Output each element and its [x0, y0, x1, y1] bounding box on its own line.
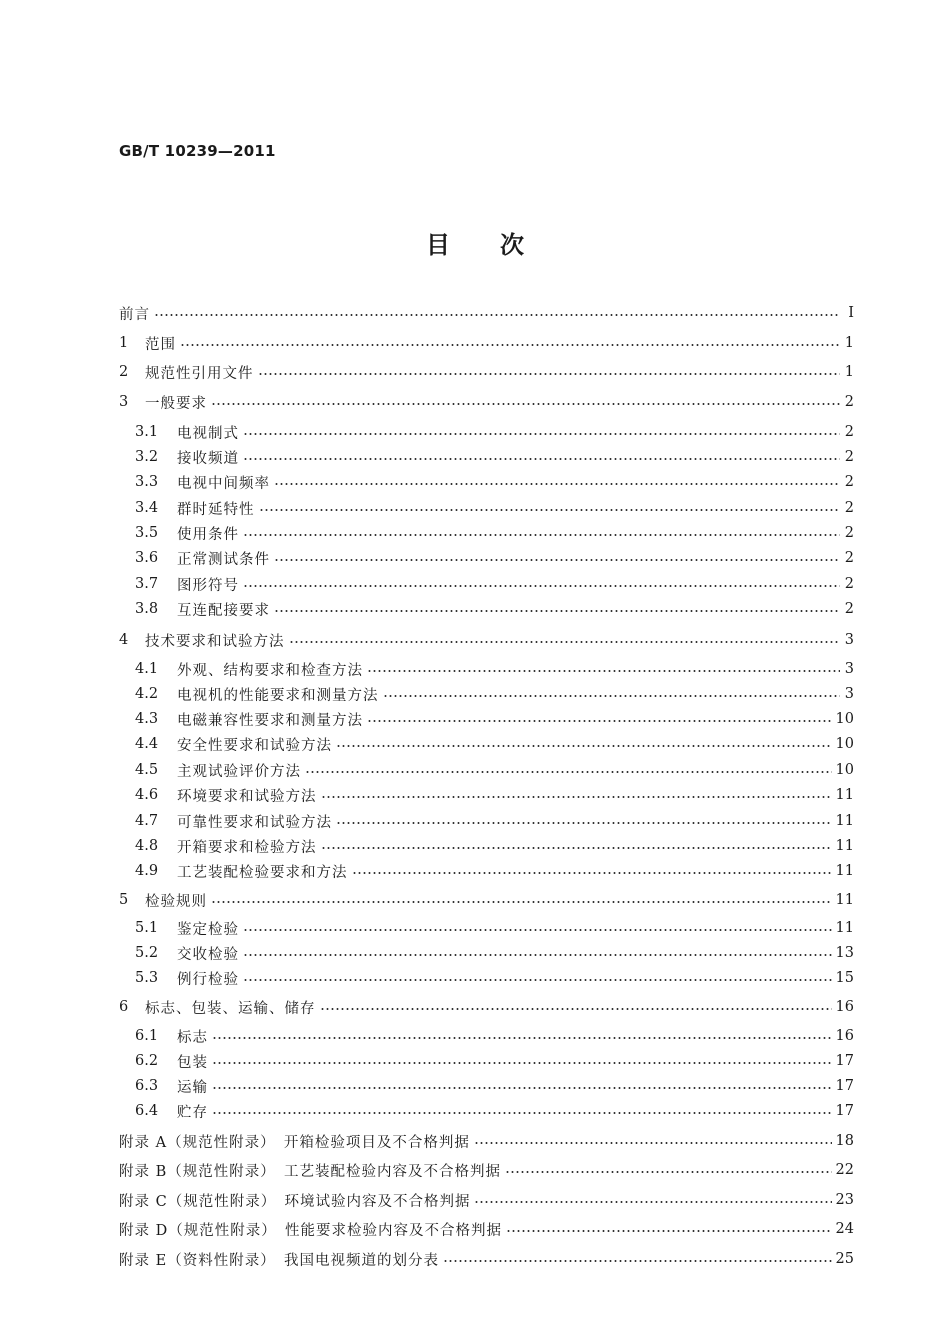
dot-leader: [320, 1008, 832, 1010]
toc-entry-number: 3.1: [135, 424, 159, 440]
toc-entry-page: 10: [835, 711, 854, 727]
dot-leader: [336, 745, 832, 747]
toc-entry[interactable]: [119, 332, 854, 354]
title-char-2: 次: [500, 231, 524, 259]
toc-entry[interactable]: [135, 708, 854, 730]
toc-entry[interactable]: [135, 733, 854, 755]
toc-entry[interactable]: [119, 629, 854, 651]
toc-entry-page: 2: [844, 449, 854, 465]
toc-entry[interactable]: [135, 835, 854, 857]
dot-leader: [274, 559, 840, 561]
toc-entry[interactable]: [119, 1218, 854, 1240]
toc-entry-page: 11: [835, 892, 854, 908]
toc-entry-page: 2: [844, 424, 854, 440]
toc-entry[interactable]: [135, 446, 854, 468]
toc-entry-label: 例行检验: [177, 971, 239, 988]
toc-entry-number: 3.8: [135, 601, 159, 617]
toc-entry-page: 15: [835, 970, 854, 986]
toc-entry[interactable]: [135, 784, 854, 806]
toc-entry-label: 正常测试条件: [177, 551, 270, 568]
toc-entry-number: 4.5: [135, 762, 159, 778]
toc-entry-number: 6.3: [135, 1078, 159, 1094]
dot-leader: [505, 1171, 832, 1173]
dot-leader: [211, 403, 840, 405]
toc-entry-label: 检验规则: [145, 893, 207, 910]
toc-entry-number: 3.6: [135, 550, 159, 566]
toc-entry-label: 附录 C（规范性附录） 环境试验内容及不合格判据: [119, 1193, 471, 1210]
toc-entry-number: 3.2: [135, 449, 159, 465]
toc-entry[interactable]: [135, 471, 854, 493]
toc-entry-label: 电视制式: [177, 425, 239, 442]
toc-entry-page: 10: [835, 736, 854, 752]
dot-leader: [243, 979, 832, 981]
dot-leader: [274, 483, 840, 485]
dot-leader: [243, 929, 832, 931]
dot-leader: [212, 1087, 832, 1089]
toc-entry-number: 4: [119, 632, 129, 648]
dot-leader: [243, 458, 840, 460]
toc-entry-label: 使用条件: [177, 526, 239, 543]
toc-entry[interactable]: [135, 1050, 854, 1072]
toc-entry-number: 3.5: [135, 525, 159, 541]
toc-entry-page: 10: [835, 762, 854, 778]
toc-entry-label: 标志: [177, 1029, 208, 1046]
toc-entry-label: 前言: [119, 306, 150, 323]
dot-leader: [211, 901, 832, 903]
toc-entry-label: 电视中间频率: [177, 475, 270, 492]
toc-entry-page: 11: [835, 863, 854, 879]
toc-entry-page: 2: [844, 474, 854, 490]
toc-entry-label: 图形符号: [177, 577, 239, 594]
toc-entry[interactable]: [135, 658, 854, 680]
toc-entry[interactable]: [135, 1100, 854, 1122]
toc-entry[interactable]: [135, 522, 854, 544]
dot-leader: [243, 433, 840, 435]
toc-entry-number: 4.8: [135, 838, 159, 854]
dot-leader: [212, 1062, 832, 1064]
toc-entry[interactable]: [135, 1025, 854, 1047]
toc-entry-label: 运输: [177, 1079, 208, 1096]
toc-entry-page: 11: [835, 813, 854, 829]
toc-entry-number: 3.7: [135, 576, 159, 592]
toc-entry-page: 16: [835, 1028, 854, 1044]
dot-leader: [180, 344, 840, 346]
dot-leader: [383, 695, 841, 697]
toc-entry[interactable]: [135, 917, 854, 939]
toc-entry-label: 安全性要求和试验方法: [177, 737, 332, 754]
toc-entry-page: 18: [835, 1133, 854, 1149]
toc-entry[interactable]: [135, 547, 854, 569]
toc-entry-page: 3: [844, 686, 854, 702]
toc-entry-page: 2: [844, 576, 854, 592]
toc-entry-label: 电视机的性能要求和测量方法: [177, 687, 379, 704]
toc-entry-label: 附录 D（规范性附录） 性能要求检验内容及不合格判据: [119, 1222, 502, 1239]
toc-entry[interactable]: [135, 942, 854, 964]
standard-code: GB/T 10239—2011: [119, 142, 276, 160]
toc-entry[interactable]: [119, 1130, 854, 1152]
toc-entry-label: 开箱要求和检验方法: [177, 839, 317, 856]
dot-leader: [506, 1230, 832, 1232]
toc-entry[interactable]: [119, 1159, 854, 1181]
dot-leader: [243, 534, 840, 536]
dot-leader: [321, 796, 832, 798]
toc-entry-page: 1: [844, 364, 854, 380]
toc-entry-number: 3.3: [135, 474, 159, 490]
dot-leader: [154, 314, 840, 316]
toc-entry[interactable]: [119, 1189, 854, 1211]
toc-entry-label: 主观试验评价方法: [177, 763, 301, 780]
toc-entry-label: 附录 A（规范性附录） 开箱检验项目及不合格判据: [119, 1134, 470, 1151]
dot-leader: [443, 1260, 832, 1262]
toc-entry-number: 4.1: [135, 661, 159, 677]
title-char-1: 目: [426, 231, 450, 259]
toc-entry-number: 4.3: [135, 711, 159, 727]
toc-entry-label: 群时延特性: [177, 501, 255, 518]
toc-entry-label: 鉴定检验: [177, 921, 239, 938]
toc-entry-page: 25: [835, 1251, 854, 1267]
toc-entry[interactable]: [135, 967, 854, 989]
dot-leader: [258, 373, 841, 375]
toc-entry[interactable]: [135, 759, 854, 781]
toc-entry[interactable]: [135, 683, 854, 705]
dot-leader: [474, 1142, 832, 1144]
toc-entry[interactable]: [119, 1248, 854, 1270]
toc-entry-page: 2: [844, 601, 854, 617]
toc-entry-page: 11: [835, 787, 854, 803]
toc-entry-page: 2: [844, 525, 854, 541]
toc-entry[interactable]: [119, 889, 854, 911]
toc-entry-number: 4.9: [135, 863, 159, 879]
toc-entry-number: 5: [119, 892, 129, 908]
toc-entry-page: 16: [835, 999, 854, 1015]
toc-entry[interactable]: [135, 1075, 854, 1097]
toc-entry[interactable]: [135, 421, 854, 443]
toc-entry-label: 互连配接要求: [177, 602, 270, 619]
toc-entry-page: 13: [835, 945, 854, 961]
toc-entry-page: 17: [835, 1053, 854, 1069]
toc-entry-label: 贮存: [177, 1104, 208, 1121]
toc-entry-label: 标志、包装、运输、储存: [145, 1000, 316, 1017]
toc-entry-number: 4.6: [135, 787, 159, 803]
dot-leader: [305, 771, 832, 773]
toc-entry-label: 附录 E（资料性附录） 我国电视频道的划分表: [119, 1252, 439, 1269]
toc-entry[interactable]: [135, 573, 854, 595]
toc-entry-number: 6.1: [135, 1028, 159, 1044]
toc-entry-page: 3: [844, 661, 854, 677]
toc-entry-number: 6.2: [135, 1053, 159, 1069]
dot-leader: [243, 954, 832, 956]
toc-entry-number: 5.2: [135, 945, 159, 961]
toc-entry[interactable]: [135, 860, 854, 882]
toc-entry-number: 3: [119, 394, 129, 410]
toc-entry-number: 4.4: [135, 736, 159, 752]
dot-leader: [367, 720, 832, 722]
toc-entry-page: 17: [835, 1103, 854, 1119]
dot-leader: [212, 1112, 832, 1114]
toc-entry-page: 24: [835, 1221, 854, 1237]
dot-leader: [212, 1037, 832, 1039]
toc-entry-label: 规范性引用文件: [145, 365, 254, 382]
toc-entry-label: 包装: [177, 1054, 208, 1071]
toc-entry-page: Ⅰ: [848, 305, 854, 321]
toc-entry-label: 电磁兼容性要求和测量方法: [177, 712, 363, 729]
dot-leader: [274, 610, 840, 612]
toc-entry-number: 1: [119, 335, 129, 351]
toc-entry-number: 6: [119, 999, 129, 1015]
toc-entry-page: 23: [835, 1192, 854, 1208]
toc-entry-number: 5.3: [135, 970, 159, 986]
dot-leader: [321, 847, 832, 849]
toc-entry[interactable]: [135, 598, 854, 620]
toc-entry-label: 附录 B（规范性附录） 工艺装配检验内容及不合格判据: [119, 1163, 502, 1180]
toc-entry-label: 一般要求: [145, 395, 207, 412]
toc-entry-label: 交收检验: [177, 946, 239, 963]
toc-entry-page: 22: [835, 1162, 854, 1178]
toc-entry-page: 2: [844, 550, 854, 566]
toc-entry-label: 技术要求和试验方法: [145, 633, 285, 650]
toc-entry-number: 5.1: [135, 920, 159, 936]
toc-entry-number: 6.4: [135, 1103, 159, 1119]
dot-leader: [243, 585, 840, 587]
toc-entry[interactable]: [119, 302, 854, 324]
dot-leader: [474, 1201, 831, 1203]
toc-entry[interactable]: [119, 361, 854, 383]
page-title: [0, 225, 950, 260]
toc-entry-number: 4.2: [135, 686, 159, 702]
toc-entry-page: 2: [844, 500, 854, 516]
dot-leader: [367, 670, 840, 672]
dot-leader: [289, 641, 841, 643]
toc-entry-label: 环境要求和试验方法: [177, 788, 317, 805]
dot-leader: [336, 822, 832, 824]
toc-entry[interactable]: [135, 810, 854, 832]
toc-entry-label: 可靠性要求和试验方法: [177, 814, 332, 831]
toc-entry[interactable]: [119, 996, 854, 1018]
toc-entry-label: 接收频道: [177, 450, 239, 467]
toc-entry-number: 4.7: [135, 813, 159, 829]
dot-leader: [259, 509, 841, 511]
toc-entry[interactable]: [135, 497, 854, 519]
toc-entry-label: 外观、结构要求和检查方法: [177, 662, 363, 679]
toc-entry-label: 范围: [145, 336, 176, 353]
toc-entry-page: 11: [835, 920, 854, 936]
toc-entry-page: 17: [835, 1078, 854, 1094]
toc-entry-page: 3: [844, 632, 854, 648]
toc-entry-number: 2: [119, 364, 129, 380]
toc-entry[interactable]: [119, 391, 854, 413]
dot-leader: [352, 872, 832, 874]
toc-entry-page: 1: [844, 335, 854, 351]
toc-entry-number: 3.4: [135, 500, 159, 516]
toc-entry-page: 11: [835, 838, 854, 854]
toc-entry-page: 2: [844, 394, 854, 410]
toc-entry-label: 工艺装配检验要求和方法: [177, 864, 348, 881]
